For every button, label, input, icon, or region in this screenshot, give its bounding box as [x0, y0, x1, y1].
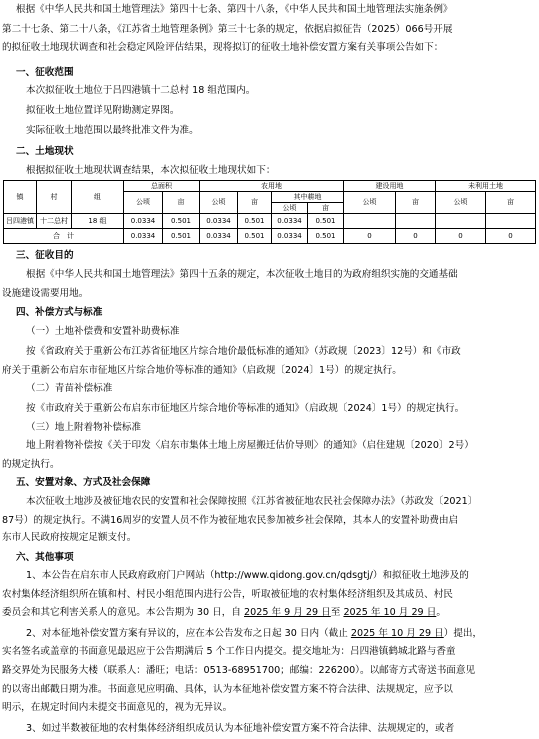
table-cell: 0.0334	[272, 214, 308, 229]
table-cell: 18 组	[72, 214, 124, 229]
table-cell: 十二总村	[37, 214, 72, 229]
table-cell: 0.501	[308, 229, 344, 244]
table-cell: 0.0334	[124, 214, 163, 229]
section-6-item-2-line-1	[26, 627, 482, 640]
notice-period-end: 。	[436, 607, 446, 618]
section-1-para-2: 拟征收土地位置详见附勘测定界图。	[26, 105, 180, 116]
section-4-para-1b: 府关于重新公布启东市征地区片综合地价等标准的通知》（启政规〔2024〕1号）的规定执行。	[2, 365, 402, 376]
section-1-heading: 一、征收范围	[16, 67, 74, 78]
notice-period-text: 委员会和其它利害关系人的意见。本公告期为 30 日，自	[2, 607, 245, 618]
section-4-heading: 四、补偿方式与标准	[16, 307, 103, 318]
section-5-heading: 五、安置对象、方式及社会保障	[16, 477, 151, 488]
header-construction-land: 建设用地	[344, 181, 436, 192]
objection-deadline-text: 2、对本征地补偿安置方案有异议的，应在本公告发布之日起 30 日内（截止	[26, 628, 351, 639]
header-total-area: 总面积	[124, 181, 200, 192]
section-4-sub-3: （三）地上附着物补偿标准	[26, 422, 142, 433]
unit-hectare: 公顷	[200, 192, 238, 214]
header-group: 组	[72, 181, 124, 214]
table-cell: 0.0334	[272, 229, 308, 244]
intro-line-1: 根据《中华人民共和国土地管理法》第四十七条、第四十八条，《中华人民共和国土地管理法实施条例》	[16, 4, 453, 15]
section-6-item-2-line-2: 实名签名或盖章的书面意见最迟应于公告期满后 5 个工作日内提交。提交地址为：吕四港镇鹤城北路与香童	[2, 646, 456, 657]
unit-hectare: 公顷	[436, 192, 486, 214]
table-cell: 吕四港镇	[4, 214, 37, 229]
table-cell: 0.0334	[200, 214, 238, 229]
unit-mu: 亩	[308, 203, 344, 214]
table-cell: 0.0334	[200, 229, 238, 244]
table-cell	[436, 214, 486, 229]
notice-start-date: 2025 年 9 月 29 日	[244, 607, 331, 618]
unit-mu: 亩	[163, 192, 200, 214]
header-village: 村	[37, 181, 72, 214]
section-3-line-1: 根据《中华人民共和国土地管理法》第四十五条的规定，本次征收土地目的为政府组织实施的交通基础	[26, 269, 458, 280]
section-6-item-2-line-3: 路交界处为民服务大楼（联系人：潘旺；电话：0513-68951700；邮编：226200）。以邮寄方式寄送书面意见	[2, 665, 476, 676]
table-cell: 0	[486, 229, 536, 244]
intro-line-2: 第二十七条、第二十八条，《江苏省土地管理条例》第三十七条的规定，依据启拟征告（2025）066号开展	[2, 24, 453, 35]
section-5-line-1: 本次征收土地涉及被征地农民的安置和社会保障按照《江苏省被征地农民社会保障办法》（苏政发〔2021〕	[26, 496, 478, 507]
table-cell: 0	[344, 229, 396, 244]
section-4-para-3a: 地上附着物补偿按《关于印发〈启东市集体土地上房屋搬迁估价导则〉的通知》（启住建规〔2020〕2号）	[26, 440, 474, 451]
intro-line-3: 的拟征收土地现状调查和社会稳定风险评估结果，现将拟订的征收土地补偿安置方案有关事项公告如下：	[2, 42, 444, 53]
header-agricultural-land: 农用地	[200, 181, 344, 192]
table-cell	[344, 214, 396, 229]
table-cell: 0.501	[163, 229, 200, 244]
unit-hectare: 公顷	[124, 192, 163, 214]
header-unused-land: 未利用土地	[436, 181, 536, 192]
section-6-item-2-line-4: 的以寄出邮戳日期为准。书面意见应明确、具体，认为本征地补偿安置方案不符合法律、法规规定，应予以	[2, 684, 453, 695]
section-4-para-3b: 的规定执行。	[2, 459, 60, 470]
table-row	[4, 214, 536, 229]
section-6-item-1-line-3	[2, 606, 446, 619]
table-cell: 0.501	[238, 214, 272, 229]
objection-deadline-date: 2025 年 10 月 29 日	[350, 628, 444, 639]
table-cell: 0	[396, 229, 436, 244]
objection-deadline-end: ）提出，	[443, 628, 483, 639]
table-cell: 0.501	[238, 229, 272, 244]
section-6-heading: 六、其他事项	[16, 552, 74, 563]
notice-end-date: 2025 年 10 月 29 日	[343, 607, 437, 618]
section-5-line-2: 87号）的规定执行。不满16周岁的安置人员不作为被征地农民参加被乡社会保障，其本人的安置补助费由启	[2, 515, 459, 526]
section-4-sub-1: （一）土地补偿费和安置补助费标准	[26, 326, 180, 337]
unit-mu: 亩	[238, 192, 272, 214]
section-5-line-3: 东市人民政府按规定足额支付。	[2, 532, 137, 543]
section-6-item-2-line-5: 明示，在规定时间内未提交书面意见的，视为无异议。	[2, 702, 233, 713]
table-cell	[486, 214, 536, 229]
table-cell: 0.501	[163, 214, 200, 229]
table-cell	[396, 214, 436, 229]
section-2-heading: 二、土地现状	[16, 146, 74, 157]
section-1-para-1: 本次拟征收土地位于吕四港镇十二总村 18 组范围内。	[26, 85, 256, 96]
unit-mu: 亩	[396, 192, 436, 214]
section-3-line-2: 设施建设需要用地。	[2, 288, 89, 299]
table-cell: 0.501	[308, 214, 344, 229]
section-2-para: 根据拟征收土地现状调查结果，本次拟征收土地现状如下：	[26, 165, 276, 176]
table-header-row	[4, 181, 536, 192]
section-1-para-3: 实际征收土地范围以最终批准文件为准。	[26, 125, 199, 136]
section-3-heading: 三、征收目的	[16, 250, 74, 261]
table-cell: 0	[436, 229, 486, 244]
section-4-para-2: 按《市政府关于重新公布启东市征地区片综合地价等标准的通知》（启政规〔2024〕1号）的规定执行。	[26, 403, 465, 414]
unit-mu: 亩	[486, 192, 536, 214]
section-4-sub-2: （二）青苗补偿标准	[26, 383, 113, 394]
unit-hectare: 公顷	[272, 203, 308, 214]
section-4-para-1a: 按《省政府关于重新公布江苏省征地区片综合地价最低标准的通知》（苏政规〔2023〕12号）和《市政	[26, 346, 461, 357]
header-arable-land: 其中耕地	[272, 192, 344, 203]
unit-hectare: 公顷	[344, 192, 396, 214]
section-6-item-1-line-1: 1、本公告在启东市人民政府政府门户网站（http://www.qidong.gov.cn/qdsgtj/）和拟征收土地涉及的	[26, 570, 469, 581]
table-total-row	[4, 229, 536, 244]
section-6-item-1-line-2: 农村集体经济组织所在镇和村、村民小组范围内进行公告，听取被征地的农村集体经济组织及其成员、村民	[2, 589, 453, 600]
section-6-item-3-line-1: 3、如过半数被征地的农村集体经济组织成员认为本征地补偿安置方案不符合法律、法规规定的，或者	[26, 723, 455, 734]
table-cell: 0.0334	[124, 229, 163, 244]
header-town: 镇	[4, 181, 37, 214]
notice-period-to: 至	[330, 607, 344, 618]
land-status-table	[3, 180, 536, 244]
total-label: 合 计	[4, 229, 124, 244]
